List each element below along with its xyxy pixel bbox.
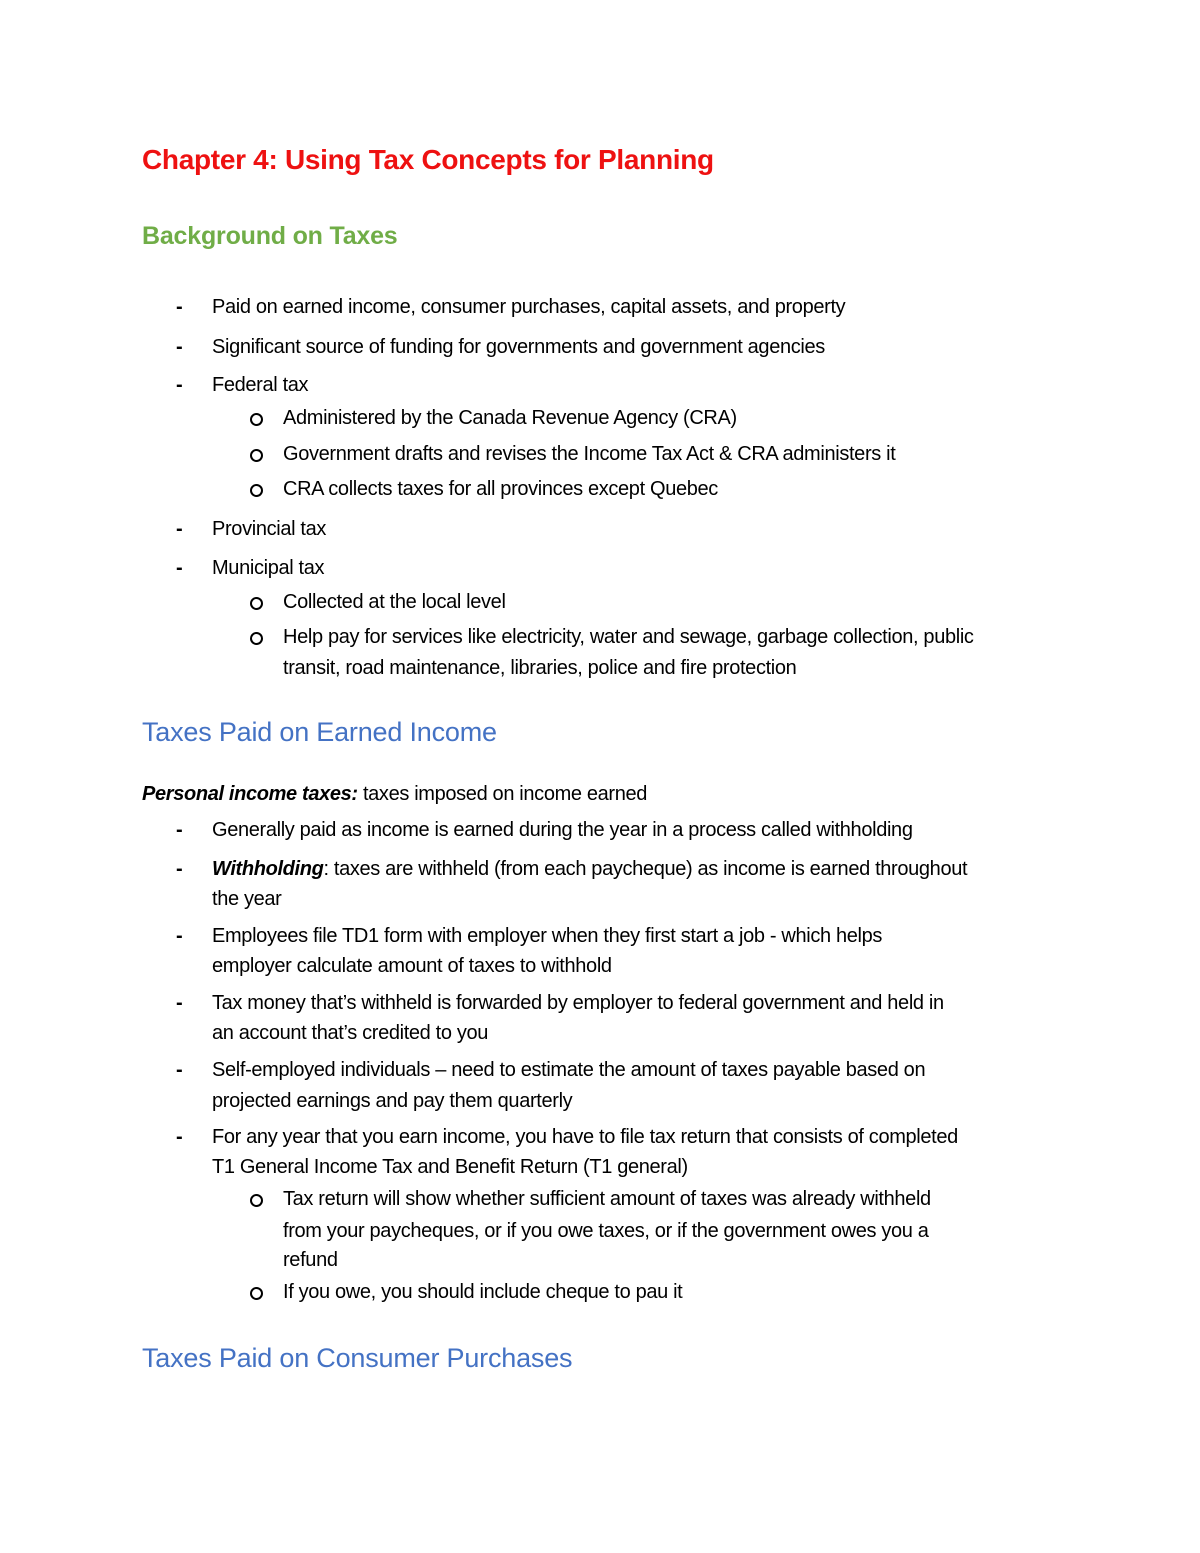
heading-taxes-paid-on-consumer-purchases: Taxes Paid on Consumer Purchases xyxy=(142,1343,573,1373)
sub-list-item: Administered by the Canada Revenue Agency (CRA) xyxy=(283,407,737,429)
sub-list-item-continuation: refund xyxy=(283,1249,338,1271)
bullet-dash: - xyxy=(176,374,183,396)
chapter-title: Chapter 4: Using Tax Concepts for Planning xyxy=(142,144,714,175)
sub-list-item: If you owe, you should include cheque to pau it xyxy=(283,1281,683,1303)
list-item-continuation: projected earnings and pay them quarterly xyxy=(212,1090,573,1112)
list-item: Generally paid as income is earned during the year in a process called withholding xyxy=(212,819,913,841)
list-item: Tax money that’s withheld is forwarded by employer to federal government and held in xyxy=(212,992,944,1014)
sub-list-item: Collected at the local level xyxy=(283,591,506,613)
bullet-circle xyxy=(250,413,263,426)
bullet-circle xyxy=(250,449,263,462)
list-item: Municipal tax xyxy=(212,557,325,579)
list-item: Employees file TD1 form with employer when they first start a job - which helps xyxy=(212,925,883,947)
withholding-text: : taxes are withheld (from each paycheque) as income is earned throughout xyxy=(323,858,968,880)
list-item: Paid on earned income, consumer purchases, capital assets, and property xyxy=(212,296,846,318)
bullet-circle xyxy=(250,484,263,497)
list-item: Provincial tax xyxy=(212,518,327,540)
sub-list-item: CRA collects taxes for all provinces except Quebec xyxy=(283,478,718,500)
heading-background-on-taxes: Background on Taxes xyxy=(142,222,398,250)
sub-list-item: Help pay for services like electricity, water and sewage, garbage collection, public xyxy=(283,626,974,648)
bullet-dash: - xyxy=(176,1126,183,1148)
list-item-continuation: employer calculate amount of taxes to withhold xyxy=(212,955,612,977)
intro-text: taxes imposed on income earned xyxy=(357,783,648,805)
bullet-dash: - xyxy=(176,992,183,1014)
bullet-dash: - xyxy=(176,336,183,358)
heading-taxes-paid-on-earned-income: Taxes Paid on Earned Income xyxy=(142,717,497,747)
intro-term: Personal income taxes: xyxy=(142,783,358,805)
bullet-circle xyxy=(250,632,263,645)
list-item: For any year that you earn income, you have to file tax return that consists of completed xyxy=(212,1126,958,1148)
sub-list-item: Government drafts and revises the Income Tax Act & CRA administers it xyxy=(283,443,896,465)
bullet-dash: - xyxy=(176,557,183,579)
bullet-circle xyxy=(250,1194,263,1207)
bullet-circle xyxy=(250,597,263,610)
sub-list-item: Tax return will show whether sufficient amount of taxes was already withheld xyxy=(283,1188,931,1210)
list-item: Federal tax xyxy=(212,374,309,396)
list-item-continuation: an account that’s credited to you xyxy=(212,1022,489,1044)
list-item: Self-employed individuals – need to estimate the amount of taxes payable based on xyxy=(212,1059,926,1081)
bullet-dash: - xyxy=(176,858,183,880)
list-item-continuation: the year xyxy=(212,888,282,910)
list-item xyxy=(212,858,967,881)
sub-list-item-continuation: transit, road maintenance, libraries, police and fire protection xyxy=(283,657,797,679)
bullet-dash: - xyxy=(176,296,183,318)
bullet-dash: - xyxy=(176,1059,183,1081)
bullet-dash: - xyxy=(176,819,183,841)
bullet-dash: - xyxy=(176,518,183,540)
withholding-term: Withholding xyxy=(212,858,324,880)
list-item: Significant source of funding for governments and government agencies xyxy=(212,336,825,358)
bullet-dash: - xyxy=(176,925,183,947)
sub-list-item-continuation: from your paycheques, or if you owe taxes, or if the government owes you a xyxy=(283,1220,929,1242)
bullet-circle xyxy=(250,1287,263,1300)
intro-paragraph xyxy=(142,783,647,806)
list-item-continuation: T1 General Income Tax and Benefit Return (T1 general) xyxy=(212,1156,688,1178)
